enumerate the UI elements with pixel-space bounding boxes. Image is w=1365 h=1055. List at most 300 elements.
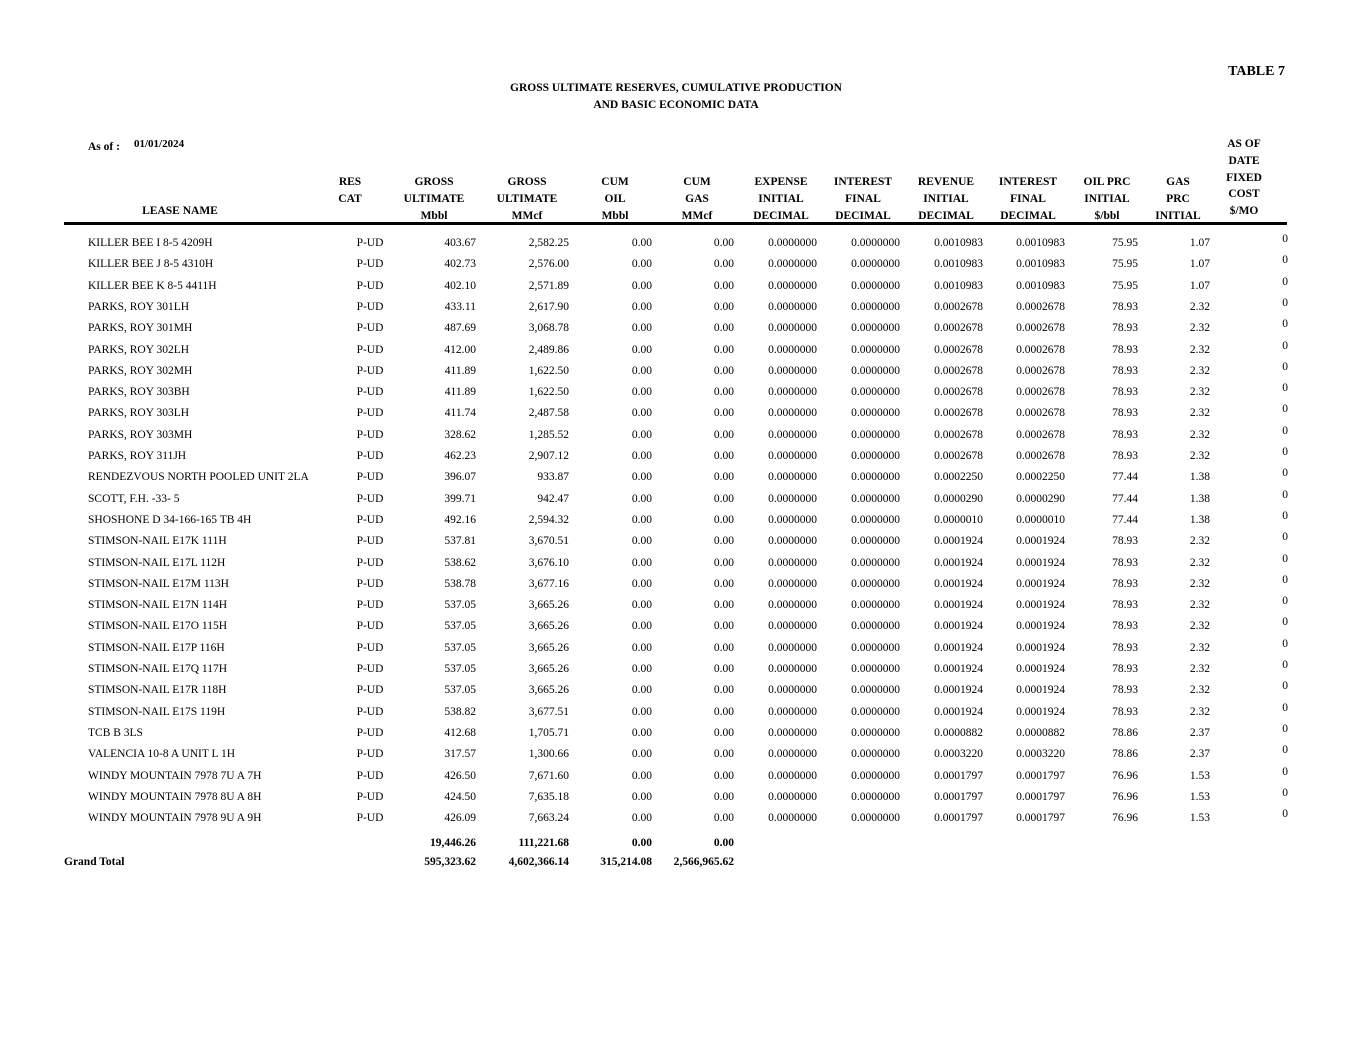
header-line: ULTIMATE — [403, 192, 465, 205]
subtotal-gross-oil: 19,446.26 — [430, 837, 476, 849]
cell-gas-price: 2.32 — [1189, 300, 1210, 313]
table-row — [0, 809, 1365, 829]
cell-cum-gas: 0.00 — [713, 599, 734, 612]
cell-gas-price: 2.32 — [1189, 322, 1210, 335]
cell-gross-ultimate-oil: 411.74 — [444, 407, 476, 420]
header-line: INTEREST — [998, 176, 1058, 188]
cell-oil-price: 78.86 — [1112, 726, 1138, 739]
cell-gross-ultimate-oil: 492.16 — [444, 513, 476, 526]
cell-oil-price: 75.95 — [1112, 279, 1138, 292]
cell-cum-gas: 0.00 — [713, 407, 734, 420]
table-row — [0, 745, 1365, 765]
cell-expense-initial: 0.0000000 — [768, 556, 817, 569]
cell-lease-name: SCOTT, F.H. -33- 5 — [88, 492, 180, 505]
cell-gas-price: 2.32 — [1189, 620, 1210, 633]
cell-revenue-initial: 0.0010983 — [934, 258, 983, 271]
cell-interest-initial: 0.0000000 — [851, 726, 900, 739]
cell-expense-initial: 0.0000000 — [768, 258, 817, 271]
cell-gross-ultimate-gas: 2,487.58 — [528, 407, 569, 420]
cell-oil-price: 78.93 — [1112, 407, 1138, 420]
table-row — [0, 426, 1365, 446]
cell-expense-initial: 0.0000000 — [768, 428, 817, 441]
header-cum-oil — [585, 174, 645, 224]
cell-revenue-initial: 0.0002678 — [934, 364, 983, 377]
header-line: EXPENSE — [754, 176, 808, 188]
cell-gross-ultimate-oil: 538.82 — [444, 705, 476, 718]
cell-lease-name: KILLER BEE I 8-5 4209H — [88, 237, 213, 249]
table-row — [0, 617, 1365, 637]
cell-cum-oil: 0.00 — [631, 535, 652, 548]
cell-expense-initial: 0.0000000 — [768, 300, 817, 313]
cell-gross-ultimate-gas: 3,670.51 — [528, 535, 569, 548]
header-line: INITIAL — [1155, 209, 1201, 222]
cell-oil-price: 78.86 — [1112, 748, 1138, 761]
cell-revenue-initial: 0.0001924 — [934, 663, 983, 675]
cell-gas-price: 1.07 — [1189, 258, 1210, 271]
cell-gas-price: 2.32 — [1189, 663, 1210, 675]
header-gas-price — [1143, 174, 1213, 224]
cell-gross-ultimate-gas: 3,665.26 — [528, 641, 569, 654]
cell-lease-name: STIMSON-NAIL E17K 111H — [88, 535, 227, 548]
cell-res-cat: P-UD — [356, 492, 384, 505]
cell-gross-ultimate-oil: 538.62 — [444, 556, 476, 569]
cell-expense-initial: 0.0000000 — [768, 386, 817, 399]
cell-gross-ultimate-oil: 402.10 — [444, 279, 476, 292]
cell-oil-price: 75.95 — [1112, 258, 1138, 271]
grand-total-cum-oil: 315,214.08 — [600, 856, 652, 868]
cell-cum-gas: 0.00 — [713, 769, 734, 782]
cell-expense-initial: 0.0000000 — [768, 492, 817, 505]
cell-interest-initial: 0.0000000 — [851, 322, 900, 335]
cell-res-cat: P-UD — [356, 684, 384, 697]
header-res-cat — [320, 174, 380, 208]
header-line: INITIAL — [923, 192, 969, 205]
cell-gas-price: 1.53 — [1189, 812, 1210, 825]
cell-cum-oil: 0.00 — [631, 726, 652, 739]
cell-fixed-cost: 0 — [1282, 382, 1288, 395]
cell-revenue-initial: 0.0002678 — [934, 450, 983, 462]
cell-oil-price: 76.96 — [1112, 812, 1138, 825]
cell-expense-initial: 0.0000000 — [768, 620, 817, 633]
cell-revenue-initial: 0.0001924 — [934, 641, 983, 654]
header-line: GAS — [685, 192, 709, 205]
cell-cum-gas: 0.00 — [713, 386, 734, 399]
cell-lease-name: STIMSON-NAIL E17S 119H — [88, 705, 226, 718]
cell-cum-oil: 0.00 — [631, 364, 652, 377]
cell-expense-initial: 0.0000000 — [768, 769, 817, 782]
cell-gas-price: 1.53 — [1189, 790, 1210, 803]
header-expense-initial — [742, 174, 820, 224]
cell-interest-final: 0.0002250 — [1016, 471, 1065, 484]
cell-gross-ultimate-gas: 3,665.26 — [528, 684, 569, 697]
cell-lease-name: KILLER BEE K 8-5 4411H — [88, 279, 217, 292]
header-line: Mbbl — [601, 209, 629, 222]
cell-revenue-initial: 0.0002678 — [934, 343, 983, 356]
cell-interest-initial: 0.0000000 — [851, 684, 900, 697]
cell-interest-initial: 0.0000000 — [851, 663, 900, 675]
cell-expense-initial: 0.0000000 — [768, 790, 817, 803]
cell-gas-price: 2.32 — [1189, 450, 1210, 462]
cell-res-cat: P-UD — [356, 705, 384, 718]
header-interest-initial — [824, 174, 902, 224]
cell-lease-name: WINDY MOUNTAIN 7978 8U A 8H — [88, 790, 262, 803]
cell-cum-oil: 0.00 — [631, 300, 652, 313]
cell-lease-name: VALENCIA 10-8 A UNIT L 1H — [88, 748, 236, 761]
table-row — [0, 255, 1365, 275]
cell-lease-name: WINDY MOUNTAIN 7978 9U A 9H — [88, 812, 262, 825]
cell-revenue-initial: 0.0001924 — [934, 684, 983, 697]
cell-interest-final: 0.0002678 — [1016, 343, 1065, 356]
cell-gas-price: 2.32 — [1189, 705, 1210, 718]
cell-oil-price: 76.96 — [1112, 790, 1138, 803]
cell-expense-initial: 0.0000000 — [768, 513, 817, 526]
cell-expense-initial: 0.0000000 — [768, 684, 817, 697]
cell-gas-price: 2.32 — [1189, 364, 1210, 377]
cell-gross-ultimate-gas: 2,594.32 — [528, 513, 569, 526]
cell-fixed-cost: 0 — [1282, 254, 1288, 267]
cell-lease-name: STIMSON-NAIL E17R 118H — [88, 684, 227, 697]
cell-oil-price: 78.93 — [1112, 684, 1138, 697]
cell-oil-price: 78.93 — [1112, 663, 1138, 675]
cell-gas-price: 2.32 — [1189, 386, 1210, 399]
cell-interest-final: 0.0001924 — [1016, 620, 1065, 633]
cell-expense-initial: 0.0000000 — [768, 705, 817, 718]
cell-res-cat: P-UD — [356, 599, 384, 612]
grand-total-gross-gas: 4,602,366.14 — [508, 856, 569, 868]
header-line: ULTIMATE — [496, 192, 558, 205]
cell-lease-name: STIMSON-NAIL E17P 116H — [88, 641, 225, 654]
header-line: Mbbl — [420, 209, 448, 222]
cell-cum-oil: 0.00 — [631, 663, 652, 675]
header-lease-name — [100, 203, 260, 220]
cell-gross-ultimate-gas: 2,582.25 — [528, 237, 569, 249]
cell-interest-initial: 0.0000000 — [851, 386, 900, 399]
header-line: OIL — [604, 192, 626, 205]
cell-expense-initial: 0.0000000 — [768, 322, 817, 335]
cell-gross-ultimate-gas: 1,622.50 — [528, 364, 569, 377]
cell-interest-final: 0.0002678 — [1016, 450, 1065, 462]
table-row — [0, 298, 1365, 318]
cell-oil-price: 78.93 — [1112, 300, 1138, 313]
cell-interest-final: 0.0001797 — [1016, 812, 1065, 825]
header-line: RES — [338, 176, 362, 188]
cell-gross-ultimate-oil: 411.89 — [444, 386, 476, 399]
cell-revenue-initial: 0.0002678 — [934, 386, 983, 399]
cell-lease-name: RENDEZVOUS NORTH POOLED UNIT 2LA — [88, 471, 309, 484]
cell-fixed-cost: 0 — [1282, 403, 1288, 416]
cell-interest-final: 0.0000290 — [1016, 492, 1065, 505]
cell-cum-gas: 0.00 — [713, 684, 734, 697]
table-row — [0, 703, 1365, 723]
cell-lease-name: STIMSON-NAIL E17L 112H — [88, 556, 226, 569]
header-line: GROSS — [507, 176, 547, 188]
cell-gross-ultimate-gas: 2,489.86 — [528, 343, 569, 356]
cell-lease-name: PARKS, ROY 303MH — [88, 428, 193, 441]
cell-interest-final: 0.0003220 — [1016, 748, 1065, 761]
cell-interest-final: 0.0001797 — [1016, 769, 1065, 782]
cell-fixed-cost: 0 — [1282, 531, 1288, 544]
cell-gross-ultimate-gas: 3,665.26 — [528, 599, 569, 612]
cell-res-cat: P-UD — [356, 535, 384, 548]
cell-oil-price: 78.93 — [1112, 556, 1138, 569]
cell-revenue-initial: 0.0003220 — [934, 748, 983, 761]
cell-lease-name: SHOSHONE D 34-166-165 TB 4H — [88, 513, 252, 526]
cell-oil-price: 75.95 — [1112, 237, 1138, 249]
cell-fixed-cost: 0 — [1282, 573, 1288, 586]
cell-interest-final: 0.0001924 — [1016, 556, 1065, 569]
table-row — [0, 234, 1365, 254]
cell-oil-price: 78.93 — [1112, 620, 1138, 633]
header-line: COST — [1228, 188, 1260, 201]
cell-cum-gas: 0.00 — [713, 428, 734, 441]
cell-cum-oil: 0.00 — [631, 428, 652, 441]
cell-oil-price: 76.96 — [1112, 769, 1138, 782]
cell-lease-name: TCB B 3LS — [88, 726, 143, 739]
cell-gross-ultimate-oil: 433.11 — [444, 300, 476, 313]
cell-expense-initial: 0.0000000 — [768, 812, 817, 825]
cell-cum-oil: 0.00 — [631, 769, 652, 782]
cell-gross-ultimate-gas: 3,676.10 — [528, 556, 569, 569]
cell-gross-ultimate-oil: 317.57 — [444, 748, 476, 761]
cell-interest-final: 0.0000010 — [1016, 513, 1065, 526]
header-line: MMcf — [681, 209, 713, 222]
cell-lease-name: PARKS, ROY 311JH — [88, 450, 187, 462]
cell-gross-ultimate-gas: 2,576.00 — [528, 258, 569, 271]
cell-oil-price: 77.44 — [1112, 471, 1138, 484]
cell-interest-initial: 0.0000000 — [851, 705, 900, 718]
header-line: INTEREST — [833, 176, 893, 188]
cell-gross-ultimate-gas: 7,671.60 — [528, 769, 569, 782]
cell-fixed-cost: 0 — [1282, 509, 1288, 522]
cell-interest-initial: 0.0000000 — [851, 364, 900, 377]
title-line-2: AND BASIC ECONOMIC DATA — [593, 99, 759, 111]
cell-res-cat: P-UD — [356, 812, 384, 825]
grand-total-cum-gas: 2,566,965.62 — [673, 856, 734, 868]
header-oil-price — [1072, 174, 1142, 224]
cell-cum-gas: 0.00 — [713, 450, 734, 462]
table-number: TABLE 7 — [1228, 64, 1285, 79]
cell-cum-gas: 0.00 — [713, 620, 734, 633]
cell-gross-ultimate-gas: 3,677.16 — [528, 577, 569, 590]
cell-oil-price: 78.93 — [1112, 641, 1138, 654]
cell-lease-name: WINDY MOUNTAIN 7978 7U A 7H — [88, 769, 262, 782]
cell-cum-gas: 0.00 — [713, 300, 734, 313]
cell-cum-oil: 0.00 — [631, 577, 652, 590]
cell-gross-ultimate-gas: 933.87 — [537, 471, 569, 484]
cell-expense-initial: 0.0000000 — [768, 663, 817, 675]
cell-revenue-initial: 0.0002250 — [934, 471, 983, 484]
cell-interest-initial: 0.0000000 — [851, 237, 900, 249]
cell-gross-ultimate-oil: 538.78 — [444, 577, 476, 590]
cell-cum-gas: 0.00 — [713, 535, 734, 548]
cell-fixed-cost: 0 — [1282, 318, 1288, 331]
cell-res-cat: P-UD — [356, 279, 384, 292]
header-interest-final — [989, 174, 1067, 224]
cell-gas-price: 2.32 — [1189, 684, 1210, 697]
cell-fixed-cost: 0 — [1282, 488, 1288, 501]
cell-interest-final: 0.0010983 — [1016, 258, 1065, 271]
subtotal-cum-gas: 0.00 — [713, 837, 734, 849]
table-row — [0, 511, 1365, 531]
cell-res-cat: P-UD — [356, 748, 384, 761]
cell-fixed-cost: 0 — [1282, 296, 1288, 309]
table-row — [0, 341, 1365, 361]
grand-total-label: Grand Total — [64, 856, 125, 868]
header-line: INITIAL — [758, 192, 804, 205]
cell-revenue-initial: 0.0002678 — [934, 407, 983, 420]
header-line: $/MO — [1229, 205, 1259, 218]
table-row — [0, 468, 1365, 488]
cell-lease-name: PARKS, ROY 301MH — [88, 322, 193, 335]
cell-gross-ultimate-oil: 328.62 — [444, 428, 476, 441]
cell-cum-oil: 0.00 — [631, 386, 652, 399]
table-row — [0, 681, 1365, 701]
cell-gross-ultimate-oil: 537.05 — [444, 663, 476, 675]
header-line: DECIMAL — [753, 209, 809, 222]
cell-cum-gas: 0.00 — [713, 812, 734, 825]
header-line: OIL PRC — [1083, 176, 1131, 188]
cell-res-cat: P-UD — [356, 726, 384, 739]
table-row — [0, 532, 1365, 552]
cell-fixed-cost: 0 — [1282, 339, 1288, 352]
grand-total-gross-oil: 595,323.62 — [424, 856, 476, 868]
table-row — [0, 447, 1365, 467]
cell-lease-name: PARKS, ROY 302LH — [88, 343, 190, 356]
cell-interest-initial: 0.0000000 — [851, 812, 900, 825]
cell-gas-price: 2.32 — [1189, 641, 1210, 654]
cell-lease-name: PARKS, ROY 301LH — [88, 300, 190, 313]
cell-interest-initial: 0.0000000 — [851, 641, 900, 654]
cell-lease-name: PARKS, ROY 303BH — [88, 386, 190, 399]
cell-res-cat: P-UD — [356, 790, 384, 803]
cell-gas-price: 2.37 — [1189, 748, 1210, 761]
cell-interest-initial: 0.0000000 — [851, 620, 900, 633]
cell-cum-gas: 0.00 — [713, 364, 734, 377]
cell-res-cat: P-UD — [356, 407, 384, 420]
header-line: DECIMAL — [918, 209, 974, 222]
cell-cum-oil: 0.00 — [631, 790, 652, 803]
cell-gross-ultimate-oil: 426.09 — [444, 812, 476, 825]
cell-revenue-initial: 0.0010983 — [934, 237, 983, 249]
table-row — [0, 660, 1365, 680]
cell-interest-final: 0.0001924 — [1016, 641, 1065, 654]
cell-interest-initial: 0.0000000 — [851, 428, 900, 441]
cell-interest-initial: 0.0000000 — [851, 535, 900, 548]
cell-fixed-cost: 0 — [1282, 701, 1288, 714]
table-row — [0, 724, 1365, 744]
cell-revenue-initial: 0.0010983 — [934, 279, 983, 292]
cell-oil-price: 78.93 — [1112, 428, 1138, 441]
cell-cum-gas: 0.00 — [713, 556, 734, 569]
table-row — [0, 490, 1365, 510]
header-rule — [64, 222, 1287, 225]
cell-interest-final: 0.0002678 — [1016, 300, 1065, 313]
cell-cum-oil: 0.00 — [631, 599, 652, 612]
cell-oil-price: 78.93 — [1112, 599, 1138, 612]
cell-lease-name: STIMSON-NAIL E17M 113H — [88, 577, 229, 590]
cell-fixed-cost: 0 — [1282, 722, 1288, 735]
cell-revenue-initial: 0.0000010 — [934, 513, 983, 526]
cell-revenue-initial: 0.0002678 — [934, 428, 983, 441]
cell-oil-price: 78.93 — [1112, 364, 1138, 377]
header-line: CUM — [601, 176, 629, 188]
cell-gross-ultimate-gas: 3,665.26 — [528, 663, 569, 675]
header-line: GROSS — [414, 176, 454, 188]
cell-res-cat: P-UD — [356, 364, 384, 377]
cell-expense-initial: 0.0000000 — [768, 641, 817, 654]
cell-fixed-cost: 0 — [1282, 680, 1288, 693]
as-of-date: 01/01/2024 — [134, 138, 185, 150]
cell-interest-initial: 0.0000000 — [851, 790, 900, 803]
cell-cum-oil: 0.00 — [631, 556, 652, 569]
table-row — [0, 362, 1365, 382]
cell-expense-initial: 0.0000000 — [768, 726, 817, 739]
header-line: INITIAL — [1084, 192, 1130, 205]
cell-gross-ultimate-gas: 2,907.12 — [528, 450, 569, 462]
table-row — [0, 319, 1365, 339]
cell-expense-initial: 0.0000000 — [768, 279, 817, 292]
cell-cum-oil: 0.00 — [631, 471, 652, 484]
cell-gas-price: 1.53 — [1189, 769, 1210, 782]
cell-interest-initial: 0.0000000 — [851, 556, 900, 569]
header-line: CUM — [683, 176, 711, 188]
cell-interest-final: 0.0001924 — [1016, 599, 1065, 612]
cell-gross-ultimate-oil: 411.89 — [444, 364, 476, 377]
cell-fixed-cost: 0 — [1282, 233, 1288, 245]
cell-interest-initial: 0.0000000 — [851, 300, 900, 313]
cell-res-cat: P-UD — [356, 343, 384, 356]
cell-cum-oil: 0.00 — [631, 343, 652, 356]
cell-cum-gas: 0.00 — [713, 663, 734, 675]
cell-cum-gas: 0.00 — [713, 492, 734, 505]
cell-res-cat: P-UD — [356, 300, 384, 313]
cell-cum-gas: 0.00 — [713, 790, 734, 803]
cell-fixed-cost: 0 — [1282, 744, 1288, 757]
cell-gross-ultimate-oil: 537.81 — [444, 535, 476, 548]
cell-cum-gas: 0.00 — [713, 748, 734, 761]
header-line: GAS — [1166, 176, 1190, 188]
cell-cum-gas: 0.00 — [713, 726, 734, 739]
table-row — [0, 639, 1365, 659]
cell-gas-price: 2.32 — [1189, 556, 1210, 569]
cell-cum-oil: 0.00 — [631, 258, 652, 271]
cell-fixed-cost: 0 — [1282, 446, 1288, 458]
cell-gross-ultimate-oil: 537.05 — [444, 599, 476, 612]
cell-fixed-cost: 0 — [1282, 552, 1288, 565]
cell-lease-name: STIMSON-NAIL E17N 114H — [88, 599, 228, 612]
cell-gas-price: 1.07 — [1189, 279, 1210, 292]
cell-revenue-initial: 0.0001797 — [934, 769, 983, 782]
cell-gross-ultimate-gas: 1,300.66 — [528, 748, 569, 761]
cell-interest-final: 0.0001924 — [1016, 663, 1065, 675]
cell-gross-ultimate-gas: 3,665.26 — [528, 620, 569, 633]
cell-gross-ultimate-gas: 3,068.78 — [528, 322, 569, 335]
cell-cum-oil: 0.00 — [631, 641, 652, 654]
cell-gas-price: 2.32 — [1189, 535, 1210, 548]
cell-lease-name: STIMSON-NAIL E17Q 117H — [88, 663, 228, 675]
header-line: FINAL — [1010, 192, 1046, 205]
cell-oil-price: 78.93 — [1112, 386, 1138, 399]
header-fixed-cost — [1218, 136, 1270, 220]
cell-interest-final: 0.0002678 — [1016, 428, 1065, 441]
cell-res-cat: P-UD — [356, 663, 384, 675]
cell-gross-ultimate-gas: 7,663.24 — [528, 812, 569, 825]
cell-revenue-initial: 0.0000290 — [934, 492, 983, 505]
cell-expense-initial: 0.0000000 — [768, 237, 817, 249]
cell-oil-price: 78.93 — [1112, 705, 1138, 718]
cell-interest-final: 0.0000882 — [1016, 726, 1065, 739]
cell-fixed-cost: 0 — [1282, 659, 1288, 671]
